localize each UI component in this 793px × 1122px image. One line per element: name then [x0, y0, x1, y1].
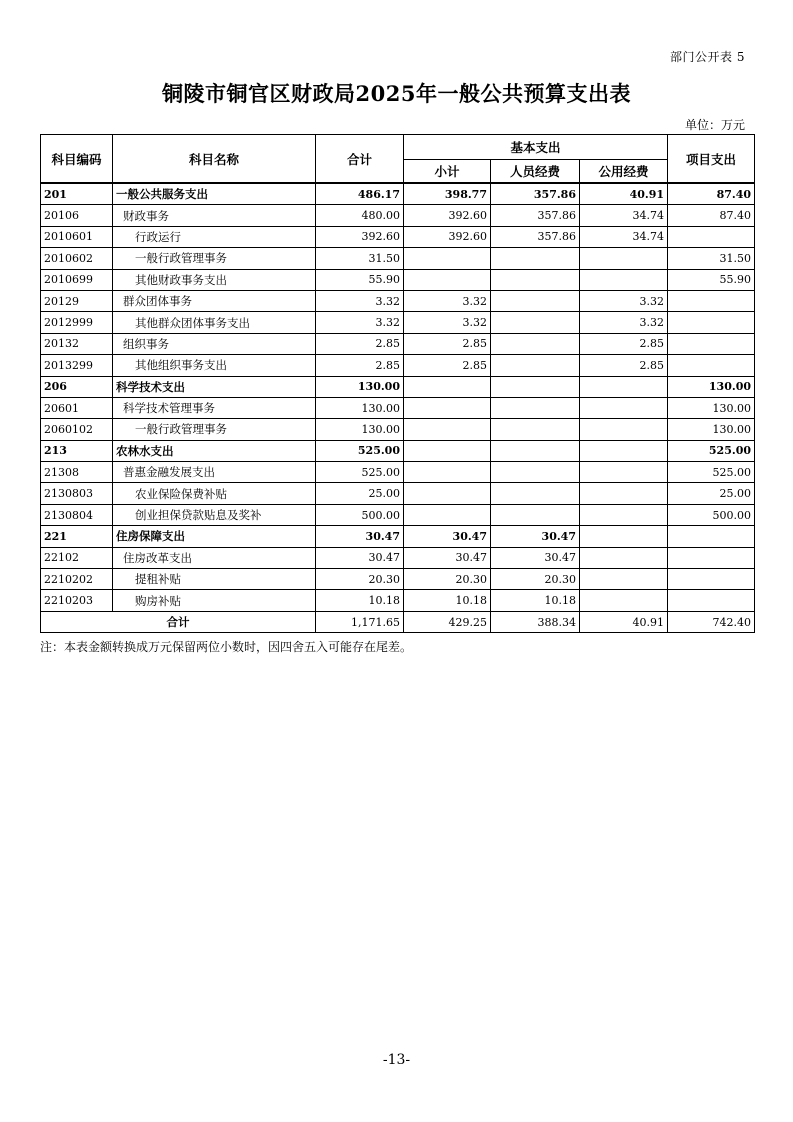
cell-code: 20601 [41, 397, 113, 418]
header-public: 公用经费 [580, 160, 668, 184]
cell-public [580, 419, 668, 440]
cell-name: 住房保障支出 [113, 526, 316, 547]
table-row [41, 440, 755, 461]
table-row [41, 333, 755, 354]
cell-public [580, 397, 668, 418]
table-row [41, 183, 755, 205]
cell-name: 农林水支出 [113, 440, 316, 461]
header-personnel: 人员经费 [491, 160, 580, 184]
cell-subtotal [404, 376, 491, 397]
cell-personnel: 357.86 [491, 205, 580, 226]
cell-name: 创业担保贷款贴息及奖补 [113, 504, 316, 525]
cell-personnel [491, 504, 580, 525]
cell-subtotal: 3.32 [404, 312, 491, 333]
cell-total: 480.00 [316, 205, 404, 226]
cell-subtotal [404, 269, 491, 290]
cell-code: 206 [41, 376, 113, 397]
cell-subtotal [404, 504, 491, 525]
cell-name: 提租补贴 [113, 569, 316, 590]
cell-project: 130.00 [668, 419, 755, 440]
table-row [41, 419, 755, 440]
cell-name: 普惠金融发展支出 [113, 462, 316, 483]
cell-code: 20132 [41, 333, 113, 354]
cell-code: 2010699 [41, 269, 113, 290]
cell-project: 130.00 [668, 376, 755, 397]
cell-subtotal: 2.85 [404, 355, 491, 376]
table-total-row [41, 611, 755, 632]
cell-project: 55.90 [668, 269, 755, 290]
cell-total: 130.00 [316, 376, 404, 397]
table-row [41, 569, 755, 590]
cell-public [580, 547, 668, 568]
cell-subtotal: 392.60 [404, 226, 491, 247]
cell-name: 住房改革支出 [113, 547, 316, 568]
cell-personnel [491, 355, 580, 376]
cell-personnel: 30.47 [491, 547, 580, 568]
cell-personnel [491, 269, 580, 290]
cell-subtotal: 398.77 [404, 183, 491, 205]
cell-name: 其他财政事务支出 [113, 269, 316, 290]
cell-name: 科学技术管理事务 [113, 397, 316, 418]
cell-code: 2130804 [41, 504, 113, 525]
cell-total: 130.00 [316, 397, 404, 418]
total-project: 742.40 [668, 611, 755, 632]
table-row [41, 226, 755, 247]
cell-personnel [491, 397, 580, 418]
cell-subtotal: 20.30 [404, 569, 491, 590]
cell-total: 525.00 [316, 462, 404, 483]
cell-code: 213 [41, 440, 113, 461]
page-title: 铜陵市铜官区财政局2025年一般公共预算支出表 [162, 81, 631, 106]
cell-subtotal: 2.85 [404, 333, 491, 354]
cell-personnel [491, 462, 580, 483]
table-row [41, 290, 755, 311]
cell-code: 2012999 [41, 312, 113, 333]
cell-code: 201 [41, 183, 113, 205]
cell-total: 130.00 [316, 419, 404, 440]
cell-public: 2.85 [580, 355, 668, 376]
cell-name: 其他组织事务支出 [113, 355, 316, 376]
cell-project [668, 355, 755, 376]
cell-total: 2.85 [316, 355, 404, 376]
cell-public [580, 440, 668, 461]
cell-project: 525.00 [668, 462, 755, 483]
cell-total: 2.85 [316, 333, 404, 354]
table-row [41, 376, 755, 397]
cell-name: 群众团体事务 [113, 290, 316, 311]
table-row [41, 547, 755, 568]
cell-total: 3.32 [316, 312, 404, 333]
total-label: 合计 [41, 611, 316, 632]
table-row [41, 312, 755, 333]
cell-public [580, 590, 668, 611]
cell-public [580, 269, 668, 290]
cell-subtotal [404, 440, 491, 461]
table-row [41, 526, 755, 547]
cell-personnel [491, 419, 580, 440]
table-row [41, 462, 755, 483]
cell-personnel [491, 333, 580, 354]
table-row [41, 355, 755, 376]
cell-subtotal: 10.18 [404, 590, 491, 611]
cell-public [580, 248, 668, 269]
cell-total: 20.30 [316, 569, 404, 590]
cell-code: 2010601 [41, 226, 113, 247]
budget-table [40, 134, 755, 633]
cell-subtotal [404, 462, 491, 483]
cell-personnel [491, 376, 580, 397]
cell-total: 30.47 [316, 547, 404, 568]
cell-project [668, 547, 755, 568]
cell-personnel [491, 248, 580, 269]
table-row [41, 483, 755, 504]
cell-public: 2.85 [580, 333, 668, 354]
cell-name: 行政运行 [113, 226, 316, 247]
cell-name: 购房补贴 [113, 590, 316, 611]
cell-code: 2130803 [41, 483, 113, 504]
cell-project [668, 312, 755, 333]
cell-total: 31.50 [316, 248, 404, 269]
table-row [41, 269, 755, 290]
table-row [41, 248, 755, 269]
cell-name: 科学技术支出 [113, 376, 316, 397]
cell-total: 525.00 [316, 440, 404, 461]
table-row [41, 590, 755, 611]
cell-name: 一般公共服务支出 [113, 183, 316, 205]
cell-project [668, 590, 755, 611]
cell-project: 130.00 [668, 397, 755, 418]
cell-project: 87.40 [668, 183, 755, 205]
cell-project [668, 226, 755, 247]
cell-project: 87.40 [668, 205, 755, 226]
cell-subtotal [404, 419, 491, 440]
header-code: 科目编码 [41, 135, 113, 184]
table-body [41, 183, 755, 611]
cell-name: 一般行政管理事务 [113, 248, 316, 269]
cell-code: 221 [41, 526, 113, 547]
cell-project [668, 290, 755, 311]
total-personnel: 388.34 [491, 611, 580, 632]
page-number: -13- [382, 1052, 411, 1068]
cell-code: 2210202 [41, 569, 113, 590]
cell-public: 40.91 [580, 183, 668, 205]
table-header [41, 135, 755, 184]
cell-total: 3.32 [316, 290, 404, 311]
cell-public: 34.74 [580, 226, 668, 247]
cell-code: 20106 [41, 205, 113, 226]
cell-personnel [491, 440, 580, 461]
cell-project: 525.00 [668, 440, 755, 461]
total-total: 1,171.65 [316, 611, 404, 632]
cell-public: 3.32 [580, 290, 668, 311]
cell-personnel: 10.18 [491, 590, 580, 611]
cell-subtotal: 30.47 [404, 547, 491, 568]
cell-public [580, 526, 668, 547]
form-number-tag: 部门公开表 5 [670, 50, 745, 64]
cell-subtotal [404, 483, 491, 504]
cell-subtotal: 3.32 [404, 290, 491, 311]
unit-label: 单位：万元 [684, 118, 745, 132]
cell-project [668, 526, 755, 547]
cell-public [580, 376, 668, 397]
cell-subtotal: 392.60 [404, 205, 491, 226]
cell-personnel: 20.30 [491, 569, 580, 590]
header-total: 合计 [316, 135, 404, 184]
cell-public [580, 569, 668, 590]
cell-personnel [491, 312, 580, 333]
total-public: 40.91 [580, 611, 668, 632]
cell-personnel [491, 290, 580, 311]
cell-subtotal [404, 397, 491, 418]
cell-subtotal: 30.47 [404, 526, 491, 547]
cell-public [580, 462, 668, 483]
cell-total: 486.17 [316, 183, 404, 205]
header-basic: 基本支出 [404, 135, 668, 160]
cell-code: 2210203 [41, 590, 113, 611]
cell-total: 30.47 [316, 526, 404, 547]
cell-project [668, 333, 755, 354]
cell-name: 其他群众团体事务支出 [113, 312, 316, 333]
cell-code: 21308 [41, 462, 113, 483]
cell-total: 392.60 [316, 226, 404, 247]
cell-code: 20129 [41, 290, 113, 311]
cell-code: 22102 [41, 547, 113, 568]
table-row [41, 205, 755, 226]
footnote: 注：本表金额转换成万元保留两位小数时，因四舍五入可能存在尾差。 [40, 640, 413, 654]
header-name: 科目名称 [113, 135, 316, 184]
header-project: 项目支出 [668, 135, 755, 184]
cell-total: 10.18 [316, 590, 404, 611]
cell-public [580, 504, 668, 525]
cell-project: 31.50 [668, 248, 755, 269]
cell-code: 2060102 [41, 419, 113, 440]
cell-name: 农业保险保费补贴 [113, 483, 316, 504]
cell-public [580, 483, 668, 504]
cell-personnel: 30.47 [491, 526, 580, 547]
cell-public: 34.74 [580, 205, 668, 226]
cell-project: 25.00 [668, 483, 755, 504]
cell-name: 组织事务 [113, 333, 316, 354]
table-row [41, 504, 755, 525]
cell-project [668, 569, 755, 590]
cell-subtotal [404, 248, 491, 269]
cell-name: 一般行政管理事务 [113, 419, 316, 440]
cell-name: 财政事务 [113, 205, 316, 226]
cell-public: 3.32 [580, 312, 668, 333]
table-row [41, 397, 755, 418]
cell-total: 25.00 [316, 483, 404, 504]
cell-total: 500.00 [316, 504, 404, 525]
cell-code: 2013299 [41, 355, 113, 376]
cell-personnel: 357.86 [491, 183, 580, 205]
cell-personnel [491, 483, 580, 504]
header-subtotal: 小计 [404, 160, 491, 184]
cell-total: 55.90 [316, 269, 404, 290]
cell-personnel: 357.86 [491, 226, 580, 247]
total-subtotal: 429.25 [404, 611, 491, 632]
cell-project: 500.00 [668, 504, 755, 525]
cell-code: 2010602 [41, 248, 113, 269]
